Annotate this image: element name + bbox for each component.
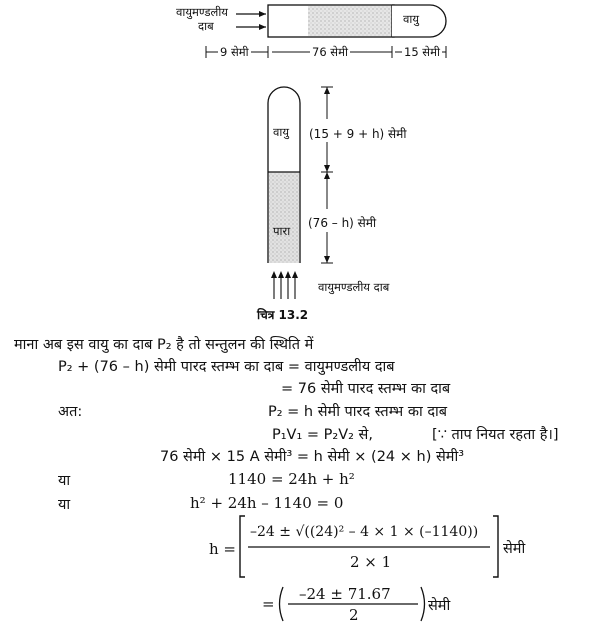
air-height-label: (15 + 9 + h) सेमी xyxy=(309,127,407,141)
equation-3: P₂ = h सेमी पारद स्तम्भ का दाब xyxy=(268,404,448,420)
pressure-label-line2: दाब xyxy=(198,19,214,33)
figure-caption: चित्र 13.2 xyxy=(257,308,309,322)
constant-temperature-note: [∵ ताप नियत रहता है।] xyxy=(432,427,559,443)
unit-label-2: सेमी xyxy=(428,598,451,614)
vertical-air-label: वायु xyxy=(273,125,290,139)
top-air-label: वायु xyxy=(403,12,420,26)
equals-sign-2: = xyxy=(262,595,275,613)
dim-left-label: 9 सेमी xyxy=(220,45,249,59)
pressure-label-line1: वायुमण्डलीय xyxy=(176,5,228,19)
quadratic-denominator: 2 × 1 xyxy=(350,553,392,571)
dim-right-label: 15 सेमी xyxy=(404,45,440,59)
mercury-height-label: (76 – h) सेमी xyxy=(308,216,377,230)
unit-label-1: सेमी xyxy=(503,541,526,557)
result-numerator: –24 ± 71.67 xyxy=(299,585,391,603)
quadratic-numerator: –24 ± √((24)² – 4 × 1 × (–1140)) xyxy=(250,524,479,540)
equation-1: P₂ + (76 – h) सेमी पारद स्तम्भ का दाब = वायुमण्डलीय दाब xyxy=(58,359,395,375)
equation-7: h² + 24h – 1140 = 0 xyxy=(190,494,344,512)
ata-label: अत: xyxy=(58,404,83,420)
result-denominator: 2 xyxy=(349,606,359,624)
equation-4: P₁V₁ = P₂V₂ से, xyxy=(272,427,373,443)
dim-middle-label: 76 सेमी xyxy=(312,45,348,59)
equation-5: 76 सेमी × 15 A सेमी³ = h सेमी × (24 × h) सेमी³ xyxy=(160,449,465,465)
vertical-mercury-label: पारा xyxy=(273,224,291,238)
h-equals: h = xyxy=(209,540,236,558)
equation-6: 1140 = 24h + h² xyxy=(228,470,355,488)
ya-label-2: या xyxy=(58,497,71,513)
ya-label-1: या xyxy=(58,473,71,489)
equation-2: = 76 सेमी पारद स्तम्भ का दाब xyxy=(281,381,451,397)
intro-line: माना अब इस वायु का दाब P₂ है तो सन्तुलन की स्थिति में xyxy=(14,337,314,353)
bottom-pressure-label: वायुमण्डलीय दाब xyxy=(318,280,390,294)
